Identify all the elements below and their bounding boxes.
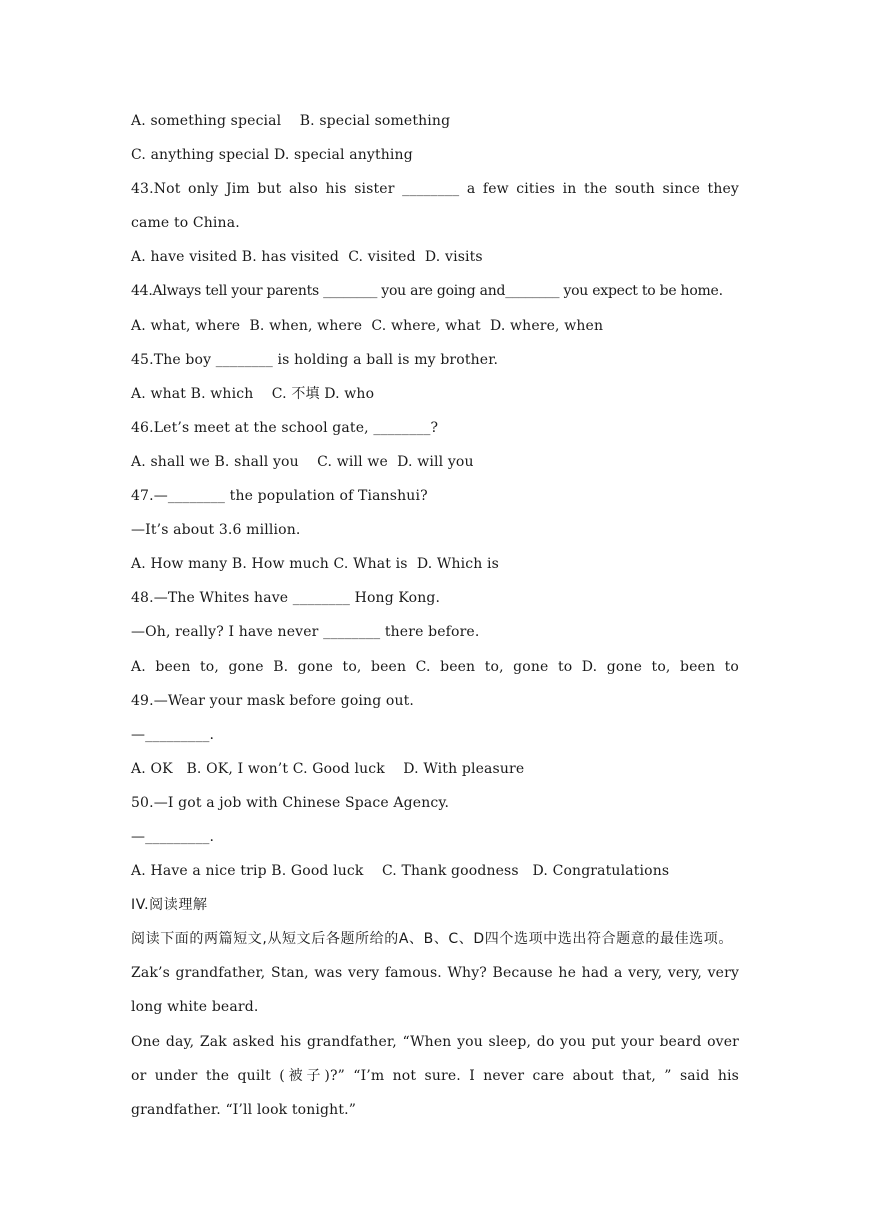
passage-line-1: Zak’s grandfather, Stan, was very famous. Why? Because he had a very, very, very (131, 965, 739, 982)
q50-options: A. Have a nice trip B. Good luck C. Thank goodness D. Congratulations (131, 863, 670, 880)
passage-line-3: One day, Zak asked his grandfather, “When you sleep, do you put your beard over (131, 1033, 739, 1050)
q43-stem-line-1: 43.Not only Jim but also his sister ________ a few cities in the south since they (131, 181, 739, 198)
q47-dialogue: —It’s about 3.6 million. (131, 522, 301, 539)
passage-line-2: long white beard. (131, 999, 259, 1016)
q48-dialogue: —Oh, really? I have never ________ there before. (131, 624, 480, 641)
q48-options: A. been to, gone B. gone to, been C. been to, gone to D. gone to, been to (131, 658, 739, 675)
q50-stem: 50.—I got a job with Chinese Space Agency. (131, 794, 450, 811)
q49-stem: 49.—Wear your mask before going out. (131, 692, 415, 709)
q49-answer-blank: —_________. (131, 726, 215, 743)
document-page (131, 104, 739, 1127)
q42-options-line-1: A. something special B. special something (131, 113, 451, 129)
q42-options-line-2: C. anything special D. special anything (131, 147, 413, 164)
q45-options: A. what B. which C. 不填 D. who (131, 385, 375, 402)
q48-stem: 48.—The Whites have ________ Hong Kong. (131, 590, 441, 607)
section-heading: IV.阅读理解 (131, 897, 208, 914)
passage-line-5: grandfather. “I’ll look tonight.” (131, 1101, 357, 1118)
section-instructions: 阅读下面的两篇短文,从短文后各题所给的A、B、C、D四个选项中选出符合题意的最佳选项。 (131, 931, 733, 948)
q47-options: A. How many B. How much C. What is D. Which is (131, 556, 499, 573)
q49-options: A. OK B. OK, I won’t C. Good luck D. With pleasure (131, 760, 525, 777)
q47-stem: 47.—________ the population of Tianshui? (131, 488, 428, 505)
q50-answer-blank: —_________. (131, 828, 215, 845)
q46-options: A. shall we B. shall you C. will we D. will you (131, 453, 474, 470)
passage-line-4: or under the quilt (被子)?” “I’m not sure. I never care about that, ” said his (131, 1067, 739, 1084)
q43-stem-line-2: came to China. (131, 215, 240, 232)
q46-stem: 46.Let’s meet at the school gate, ________? (131, 419, 439, 436)
q44-options: A. what, where B. when, where C. where, what D. where, when (131, 317, 604, 334)
q44-stem: 44.Always tell your parents ________ you are going and________ you expect to be home. (131, 283, 723, 300)
q43-options: A. have visited B. has visited C. visited D. visits (131, 249, 483, 266)
q45-stem: 45.The boy ________ is holding a ball is my brother. (131, 351, 499, 368)
